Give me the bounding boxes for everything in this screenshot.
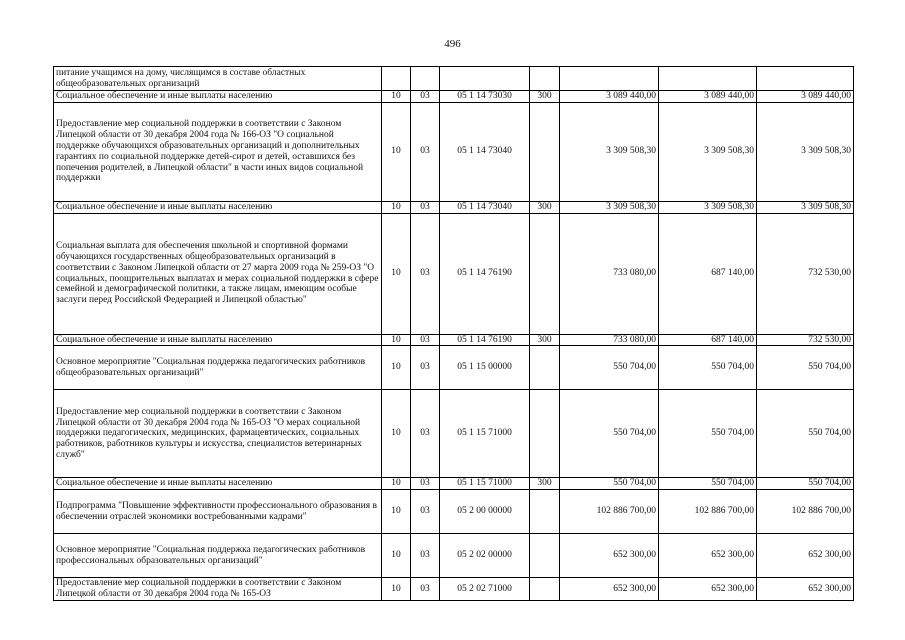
cell-target-article: 05 2 00 00000 bbox=[440, 490, 530, 534]
cell-amount-1: 550 704,00 bbox=[560, 478, 659, 490]
table-row bbox=[54, 102, 854, 201]
cell-description: Социальное обеспечение и иные выплаты населению bbox=[54, 334, 382, 346]
cell-amount-3: 550 704,00 bbox=[757, 346, 854, 390]
cell-subsection: 03 bbox=[411, 534, 440, 578]
table-row bbox=[54, 346, 854, 390]
cell-section: 10 bbox=[382, 102, 411, 201]
cell-target-article: 05 1 14 76190 bbox=[440, 213, 530, 334]
table-row bbox=[54, 490, 854, 534]
cell-subsection: 03 bbox=[411, 490, 440, 534]
cell-amount-2: 3 309 508,30 bbox=[659, 102, 757, 201]
cell-subsection: 03 bbox=[411, 478, 440, 490]
cell-description: Предоставление мер социальной поддержки в соответствии с Законом Липецкой области от 30 декабря 2004 года № 165-ОЗ bbox=[54, 578, 382, 601]
cell-amount-3: 102 886 700,00 bbox=[757, 490, 854, 534]
cell-expense-type bbox=[530, 390, 560, 478]
cell-expense-type bbox=[530, 67, 560, 91]
cell-amount-1: 652 300,00 bbox=[560, 534, 659, 578]
cell-target-article bbox=[440, 67, 530, 91]
cell-description: Социальное обеспечение и иные выплаты населению bbox=[54, 478, 382, 490]
cell-target-article: 05 1 14 73030 bbox=[440, 91, 530, 103]
cell-amount-3: 652 300,00 bbox=[757, 534, 854, 578]
cell-subsection bbox=[411, 67, 440, 91]
cell-description: Предоставление мер социальной поддержки в соответствии с Законом Липецкой области от 30 декабря 2004 года № 166-ОЗ "О социальной поддержке обучающихся образовательных организаций и дополнительных гарантиях по социальной поддержке детей-сирот и детей, оставшихся без попечения родителей, в Липецкой области" в части иных видов социальной поддержки bbox=[54, 102, 382, 201]
cell-amount-1: 102 886 700,00 bbox=[560, 490, 659, 534]
cell-description: Социальное обеспечение и иные выплаты населению bbox=[54, 91, 382, 103]
cell-amount-3: 3 309 508,30 bbox=[757, 102, 854, 201]
cell-target-article: 05 1 15 71000 bbox=[440, 478, 530, 490]
cell-amount-3: 3 309 508,30 bbox=[757, 201, 854, 213]
cell-amount-2: 550 704,00 bbox=[659, 478, 757, 490]
cell-expense-type bbox=[530, 534, 560, 578]
cell-expense-type bbox=[530, 213, 560, 334]
cell-expense-type: 300 bbox=[530, 478, 560, 490]
cell-target-article: 05 2 02 00000 bbox=[440, 534, 530, 578]
cell-section: 10 bbox=[382, 334, 411, 346]
cell-amount-2: 687 140,00 bbox=[659, 213, 757, 334]
cell-subsection: 03 bbox=[411, 91, 440, 103]
cell-amount-3: 550 704,00 bbox=[757, 390, 854, 478]
table-row bbox=[54, 91, 854, 103]
table-row bbox=[54, 334, 854, 346]
cell-target-article: 05 1 15 71000 bbox=[440, 390, 530, 478]
cell-amount-2: 652 300,00 bbox=[659, 578, 757, 601]
cell-target-article: 05 1 14 76190 bbox=[440, 334, 530, 346]
cell-section: 10 bbox=[382, 490, 411, 534]
table-row bbox=[54, 213, 854, 334]
cell-section: 10 bbox=[382, 346, 411, 390]
cell-amount-2: 3 309 508,30 bbox=[659, 201, 757, 213]
cell-expense-type: 300 bbox=[530, 201, 560, 213]
cell-subsection: 03 bbox=[411, 201, 440, 213]
cell-target-article: 05 1 15 00000 bbox=[440, 346, 530, 390]
cell-section: 10 bbox=[382, 91, 411, 103]
table-row bbox=[54, 390, 854, 478]
page-number: 496 bbox=[444, 38, 461, 50]
cell-amount-1: 652 300,00 bbox=[560, 578, 659, 601]
cell-section: 10 bbox=[382, 478, 411, 490]
cell-section: 10 bbox=[382, 201, 411, 213]
cell-section bbox=[382, 67, 411, 91]
cell-amount-3: 550 704,00 bbox=[757, 478, 854, 490]
cell-amount-1 bbox=[560, 67, 659, 91]
cell-amount-2: 102 886 700,00 bbox=[659, 490, 757, 534]
cell-amount-3: 732 530,00 bbox=[757, 334, 854, 346]
cell-section: 10 bbox=[382, 213, 411, 334]
cell-amount-2: 3 089 440,00 bbox=[659, 91, 757, 103]
cell-amount-1: 3 309 508,30 bbox=[560, 102, 659, 201]
cell-subsection: 03 bbox=[411, 390, 440, 478]
cell-amount-2: 652 300,00 bbox=[659, 534, 757, 578]
cell-description: Подпрограмма "Повышение эффективности профессионального образования в обеспечении отраслей экономики востребованными кадрами" bbox=[54, 490, 382, 534]
cell-amount-1: 550 704,00 bbox=[560, 390, 659, 478]
cell-expense-type bbox=[530, 490, 560, 534]
cell-amount-2: 550 704,00 bbox=[659, 346, 757, 390]
cell-amount-1: 3 089 440,00 bbox=[560, 91, 659, 103]
cell-section: 10 bbox=[382, 578, 411, 601]
cell-amount-1: 550 704,00 bbox=[560, 346, 659, 390]
cell-target-article: 05 2 02 71000 bbox=[440, 578, 530, 601]
cell-amount-2: 687 140,00 bbox=[659, 334, 757, 346]
cell-amount-3: 3 089 440,00 bbox=[757, 91, 854, 103]
table-row bbox=[54, 534, 854, 578]
cell-description: Предоставление мер социальной поддержки в соответствии с Законом Липецкой области от 30 декабря 2004 года № 165-ОЗ "О мерах социальной поддержки педагогических, медицинских, фармацевтических, социальных работников, работников культуры и искусства, специалистов ветеринарных служб" bbox=[54, 390, 382, 478]
cell-subsection: 03 bbox=[411, 578, 440, 601]
cell-subsection: 03 bbox=[411, 346, 440, 390]
cell-subsection: 03 bbox=[411, 213, 440, 334]
cell-section: 10 bbox=[382, 390, 411, 478]
cell-amount-1: 3 309 508,30 bbox=[560, 201, 659, 213]
cell-section: 10 bbox=[382, 534, 411, 578]
budget-table bbox=[53, 66, 854, 601]
cell-expense-type: 300 bbox=[530, 334, 560, 346]
cell-target-article: 05 1 14 73040 bbox=[440, 201, 530, 213]
table-row bbox=[54, 67, 854, 91]
cell-target-article: 05 1 14 73040 bbox=[440, 102, 530, 201]
cell-amount-2: 550 704,00 bbox=[659, 390, 757, 478]
cell-amount-3 bbox=[757, 67, 854, 91]
cell-expense-type bbox=[530, 346, 560, 390]
cell-description: Социальное обеспечение и иные выплаты населению bbox=[54, 201, 382, 213]
cell-amount-2 bbox=[659, 67, 757, 91]
cell-expense-type bbox=[530, 102, 560, 201]
table-row bbox=[54, 478, 854, 490]
cell-amount-3: 652 300,00 bbox=[757, 578, 854, 601]
cell-description: Основное мероприятие "Социальная поддержка педагогических работников профессиональных образовательных организаций" bbox=[54, 534, 382, 578]
cell-expense-type bbox=[530, 578, 560, 601]
table-row bbox=[54, 578, 854, 601]
table-row bbox=[54, 201, 854, 213]
cell-subsection: 03 bbox=[411, 334, 440, 346]
cell-amount-1: 733 080,00 bbox=[560, 213, 659, 334]
cell-amount-1: 733 080,00 bbox=[560, 334, 659, 346]
cell-description: питание учащимся на дому, числящимся в составе областных общеобразовательных организаций bbox=[54, 67, 382, 91]
cell-description: Социальная выплата для обеспечения школьной и спортивной формами обучающихся государственных общеобразовательных организаций в соответствии с Законом Липецкой области от 27 марта 2009 года № 259-ОЗ "О социальных, поощрительных выплатах и мерах социальной поддержки в сфере семейной и демографической политики, а также лицам, имеющим особые заслуги перед Российской Федерацией и Липецкой областью" bbox=[54, 213, 382, 334]
cell-expense-type: 300 bbox=[530, 91, 560, 103]
cell-subsection: 03 bbox=[411, 102, 440, 201]
cell-description: Основное мероприятие "Социальная поддержка педагогических работников общеобразовательных организаций" bbox=[54, 346, 382, 390]
cell-amount-3: 732 530,00 bbox=[757, 213, 854, 334]
